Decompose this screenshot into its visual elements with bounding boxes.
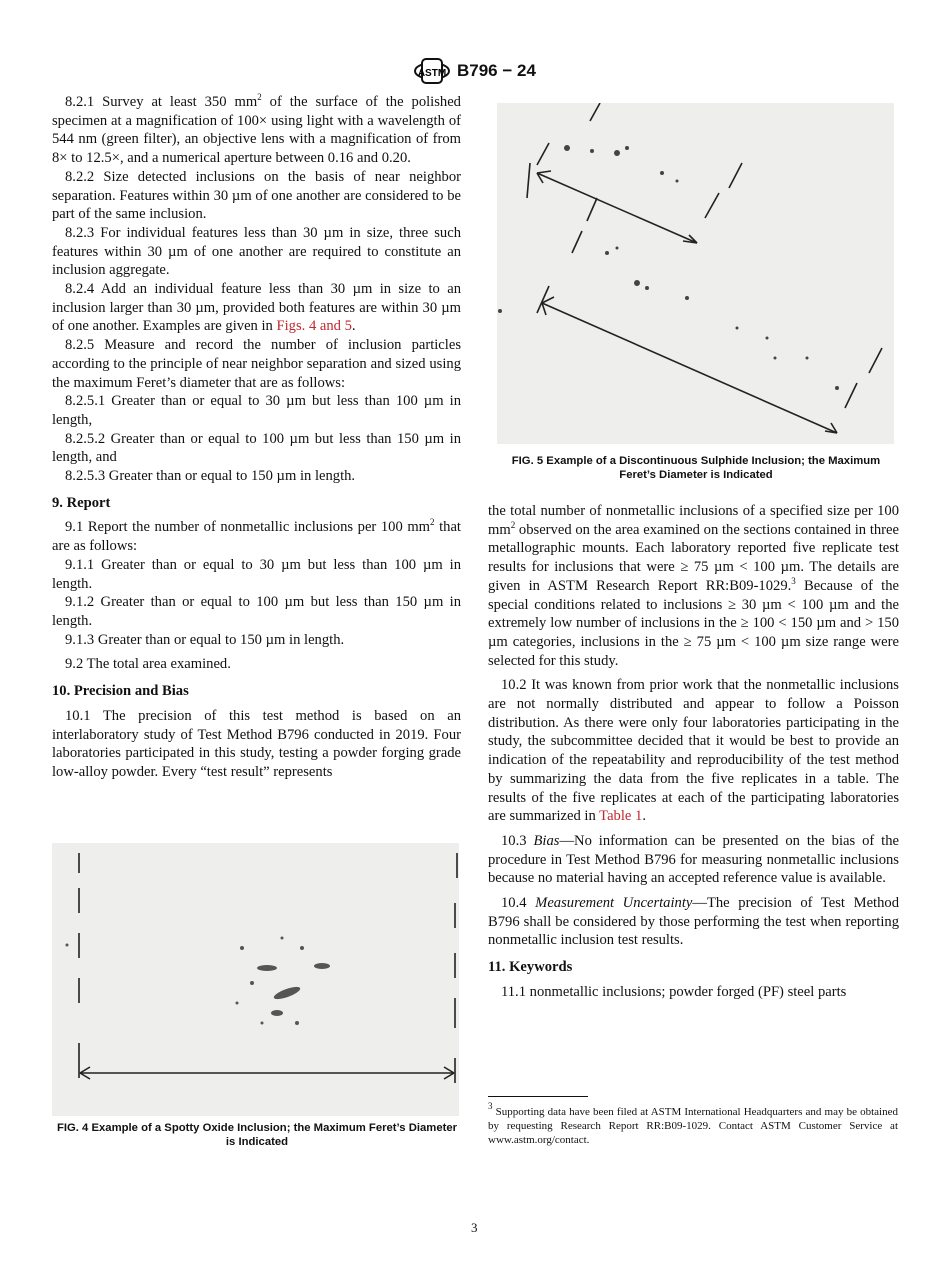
paragraph — [488, 676, 899, 826]
footnote-text: Supporting data have been filed at ASTM International Headquarters and may be obtained by requesting Research Report RR:B09-1029. Contact ASTM Customer Service at www.astm.org/contact. — [488, 1106, 898, 1147]
page-number: 3 — [471, 1220, 478, 1235]
fig4-image — [52, 843, 459, 1116]
text-run: 8.2.1 Survey at least 350 mm — [65, 94, 258, 110]
text-run: 9.2 The total area examined. — [65, 656, 231, 673]
superscript: 3 — [791, 575, 796, 586]
paragraph — [52, 336, 461, 392]
text-run: 9.1 Report the number of nonmetallic inclusions per 100 mm — [65, 519, 431, 536]
paragraph — [52, 93, 461, 168]
text-run: 8.2.2 Size detected inclusions on the basis of near neighbor separation. Features within 30 µm of one another are considered to be part of the same inclusion. — [52, 168, 461, 223]
paragraph — [52, 224, 461, 280]
fig5-caption: FIG. 5 Example of a Discontinuous Sulphide Inclusion; the Maximum Feret’s Diameter is Indicated — [511, 455, 881, 481]
text-run: 8.2.5.1 Greater than or equal to 30 µm but less than 100 µm in length, — [52, 393, 461, 428]
footnote-mark: 3 — [488, 1101, 493, 1111]
paragraph — [52, 430, 461, 467]
fig5-image — [497, 103, 894, 444]
paragraph — [52, 392, 461, 429]
superscript: 2 — [510, 519, 516, 530]
page-header — [413, 56, 536, 86]
paragraph — [488, 894, 899, 950]
superscript: 2 — [430, 517, 435, 528]
paragraph — [52, 593, 461, 630]
text-run: 8.2.5.3 Greater than or equal to 150 µm in length. — [65, 468, 356, 485]
cross-reference-link[interactable]: Table 1 — [599, 808, 643, 825]
section-heading — [52, 494, 461, 513]
text-run: Because of the special conditions related to inclusions ≥ 30 µm < 100 µm and the extremely low number of inclusions in the ≥ 100 < 150 µm and > 150 µm categories, inclusions in the ≥ 75 µm < 100 µm size range were selected for this study. — [488, 577, 899, 669]
fig4-caption: FIG. 4 Example of a Spotty Oxide Inclusion; the Maximum Feret’s Diameter is Indicated — [56, 1122, 458, 1148]
text-run: 8.2.3 For individual features less than 30 µm in size, three such features within 30 µm of one another are required to constitute an inclusion aggregate. — [52, 224, 461, 279]
text-run: 9.1.1 Greater than or equal to 30 µm but less than 100 µm in length. — [52, 556, 461, 592]
paragraph — [52, 168, 461, 224]
astm-logo — [413, 56, 451, 86]
text-run: —The precision of Test Method B796 shall be considered by those performing the test when reporting nonmetallic inclusion test results. — [488, 895, 899, 949]
document-title: B796 − 24 — [457, 61, 536, 80]
text-run: . — [642, 808, 646, 825]
text-run: observed on the area examined on the sections contained in three metallographic mounts. Each laboratory reported five replicate test results for inclusions that were ≥ 75 µm < 100 µm. The details are given in ASTM Research Report RR:B09-1029. — [488, 521, 899, 594]
text-run: 10.1 The precision of this test method is based on an interlaboratory study of Test Method B796 conducted in 2019. Four laboratories participated in this study, testing a powder forging grade low-alloy powder. Every “test result” represents — [52, 707, 461, 780]
text-run: of the surface of the polished specimen at a magnification of 100× using light with a wavelength of 544 nm (green filter), an objective lens with a magnification of from 8× to 12.5×, and a numerical aperture between 0.16 and 0.20. — [52, 94, 461, 167]
text-run: —No information can be presented on the bias of the procedure in Test Method B796 for measuring nonmetallic inclusions because no material having an accepted reference value is available. — [488, 832, 900, 887]
italic-term: Measurement Uncertainty — [535, 895, 693, 912]
text-run: 10.2 It was known from prior work that the nonmetallic inclusions are not normally distributed and appear to follow a Poisson distribution. As there were only four laboratories participating in the study, the subcommittee decided that it would be best to provide an indication of the repeatability and reproducibility of the test method by summarizing the data from the five replicates in a table. The results of the five replicates at each of the participating laboratories are summarized in — [488, 677, 899, 825]
text-run: 8.2.5.2 Greater than or equal to 100 µm but less than 150 µm in length, and — [52, 430, 461, 466]
left-column — [52, 93, 461, 782]
paragraph — [52, 707, 461, 782]
paragraph — [488, 832, 899, 888]
text-run: 9. Report — [52, 494, 111, 511]
right-column — [488, 502, 899, 1002]
italic-term: Bias — [533, 832, 560, 849]
text-run: 9.1.3 Greater than or equal to 150 µm in length. — [65, 631, 345, 648]
paragraph — [52, 631, 461, 650]
paragraph — [52, 467, 461, 486]
text-run: 8.2.5 Measure and record the number of inclusion particles according to the principle of near neighbor separation and sized using the maximum Feret’s diameter that are as follows: — [52, 337, 461, 391]
cross-reference-link[interactable]: Figs. 4 and 5 — [276, 318, 352, 335]
footnote — [488, 1101, 898, 1148]
text-run: 11. Keywords — [488, 959, 573, 976]
footnote-rule — [488, 1096, 588, 1097]
paragraph — [52, 518, 461, 555]
text-run: 9.1.2 Greater than or equal to 100 µm but less than 150 µm in length. — [52, 594, 461, 629]
superscript: 2 — [257, 92, 262, 102]
text-run: 11.1 nonmetallic inclusions; powder forged (PF) steel parts — [501, 983, 847, 1000]
paragraph — [52, 556, 461, 593]
text-run: 10.3 — [501, 832, 534, 849]
paragraph — [488, 983, 899, 1002]
paragraph — [52, 280, 461, 336]
paragraph — [488, 502, 899, 670]
svg-text:ASTM: ASTM — [417, 68, 447, 79]
text-run: 8.2.4 Add an individual feature less than 30 µm in size to an inclusion larger than 30 µm, provided both features are within 30 µm of one another. Examples are given in — [52, 281, 461, 335]
section-heading — [52, 682, 461, 701]
text-run: 10. Precision and Bias — [52, 683, 189, 700]
text-run: that are as follows: — [52, 519, 461, 555]
paragraph — [52, 655, 461, 674]
text-run: 10.4 — [501, 895, 536, 912]
text-run: . — [351, 318, 356, 335]
text-run: the total number of nonmetallic inclusions of a specified size per 100 mm — [488, 503, 899, 538]
section-heading — [488, 958, 899, 977]
